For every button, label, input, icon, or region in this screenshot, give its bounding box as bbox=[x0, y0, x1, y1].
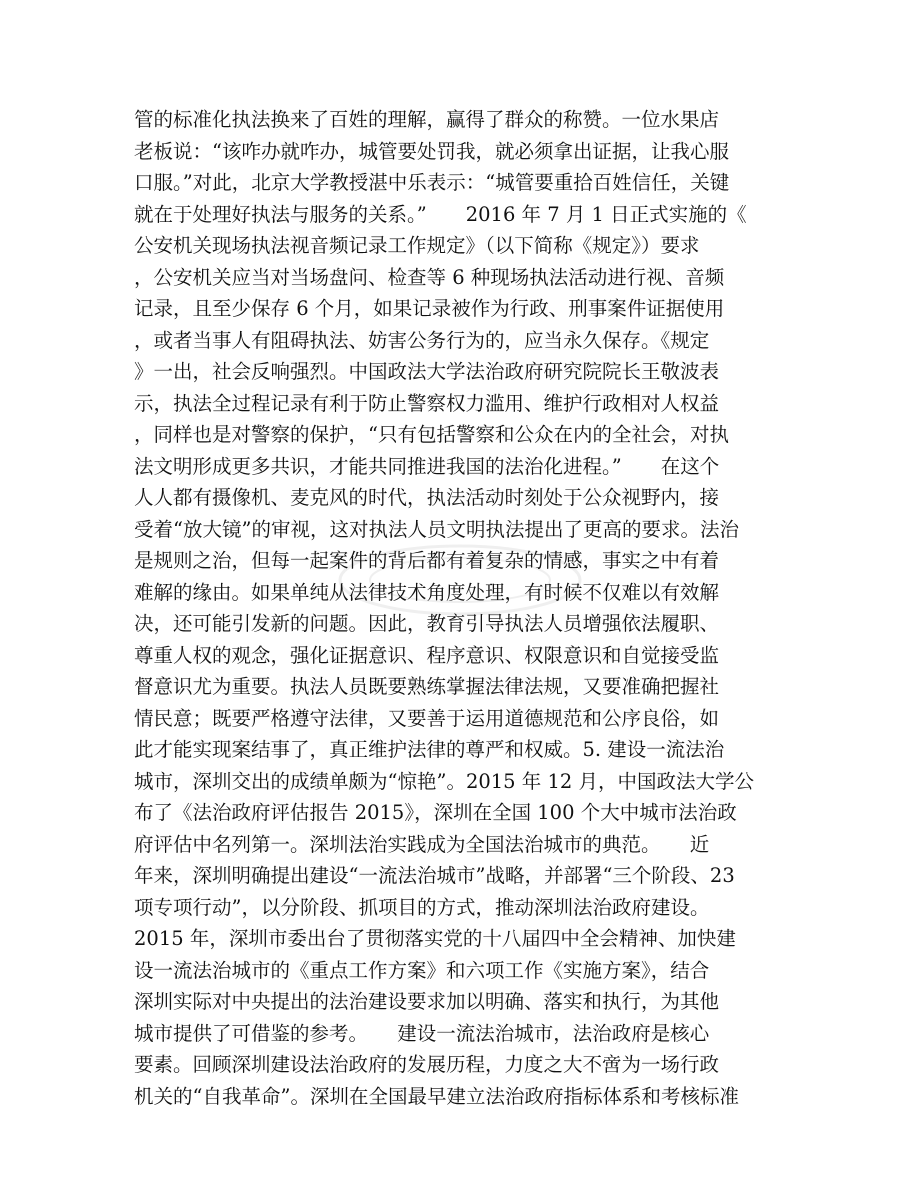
text-line: 受着“放大镜”的审视，这对执法人员文明执法提出了更高的要求。法治 bbox=[134, 517, 739, 541]
text-line: 深圳实际对中央提出的法治建设要求加以明确、落实和执行，为其他 bbox=[134, 990, 720, 1013]
text-line: 示，执法全过程记录有利于防止警察权力滥用、维护行政相对人权益 bbox=[134, 391, 720, 415]
text-line: 城市，深圳交出的成绩单颇为“惊艳”。2015 年 12 月，中国政法大学公 bbox=[134, 769, 754, 793]
text-line: 布了《法治政府评估报告 2015》，深圳在全国 100 个大中城市法治政 bbox=[134, 801, 737, 824]
text-line: 法文明形成更多共识，才能共同推进我国的法治化进程。” 在这个 bbox=[134, 454, 720, 478]
text-line: 尊重人权的观念，强化证据意识、程序意识、权限意识和自觉接受监 bbox=[134, 643, 720, 667]
text-line: 府评估中名列第一。深圳法治实践成为全国法治城市的典范。 近 bbox=[134, 832, 710, 856]
text-line: 督意识尤为重要。执法人员既要熟练掌握法律法规，又要准确把握社 bbox=[134, 675, 720, 698]
text-line: ，公安机关应当对当场盘问、检查等 6 种现场执法活动进行视、音频 bbox=[134, 265, 725, 289]
text-line: 人人都有摄像机、麦克风的时代，执法活动时刻处于公众视野内，接 bbox=[134, 486, 720, 509]
text-line: 老板说：“该咋办就咋办，城管要处罚我，就必须拿出证据，让我心服 bbox=[134, 139, 729, 163]
body-text bbox=[134, 104, 794, 1112]
text-line: 口服。”对此，北京大学教授湛中乐表示：“城管要重拾百姓信任，关键 bbox=[134, 171, 730, 194]
text-line: 是规则之治，但每一起案件的背后都有着复杂的情感，事实之中有着 bbox=[134, 549, 720, 572]
text-line: 公安机关现场执法视音频记录工作规定》（以下简称《规定》）要求 bbox=[134, 234, 700, 257]
text-line: 难解的缘由。如果单纯从法律技术角度处理，有时候不仅难以有效解 bbox=[134, 580, 720, 604]
text-line: 要素。回顾深圳建设法治政府的发展历程，力度之大不啻为一场行政 bbox=[134, 1053, 720, 1076]
text-line: ，或者当事人有阻碍执法、妨害公务行为的，应当永久保存。《规定 bbox=[134, 328, 710, 352]
text-line: 此才能实现案结事了，真正维护法律的尊严和权威。5. 建设一流法治 bbox=[134, 738, 725, 761]
text-line: 设一流法治城市的《重点工作方案》和六项工作《实施方案》，结合 bbox=[134, 958, 710, 982]
text-line: 》一出，社会反响强烈。中国政法大学法治政府研究院院长王敬波表 bbox=[134, 360, 720, 383]
text-line: 情民意；既要严格遵守法律，又要善于运用道德规范和公序良俗，如 bbox=[134, 706, 720, 730]
text-line: 机关的“自我革命”。深圳在全国最早建立法治政府指标体系和考核标准 bbox=[134, 1084, 739, 1108]
text-line: 记录，且至少保存 6 个月，如果记录被作为行政、刑事案件证据使用 bbox=[134, 297, 725, 320]
text-line: 就在于处理好执法与服务的关系。” 2016 年 7 月 1 日正式实施的《 bbox=[134, 202, 747, 226]
text-line: 2015 年，深圳市委出台了贯彻落实党的十八届四中全会精神、加快建 bbox=[134, 927, 736, 950]
text-line: ，同样也是对警察的保护，“只有包括警察和公众在内的全社会，对执 bbox=[134, 423, 729, 446]
text-line: 年来，深圳明确提出建设“一流法治城市”战略，并部署“三个阶段、23 bbox=[134, 864, 735, 887]
text-line: 城市提供了可借鉴的参考。 建设一流法治城市，法治政府是核心 bbox=[134, 1021, 710, 1045]
text-line: 管的标准化执法换来了百姓的理解，赢得了群众的称赞。一位水果店 bbox=[134, 108, 720, 131]
text-line: 项专项行动”，以分阶段、抓项目的方式，推动深圳法治政府建设。 bbox=[134, 895, 710, 919]
text-line: 决，还可能引发新的问题。因此，教育引导执法人员增强依法履职、 bbox=[134, 612, 720, 635]
